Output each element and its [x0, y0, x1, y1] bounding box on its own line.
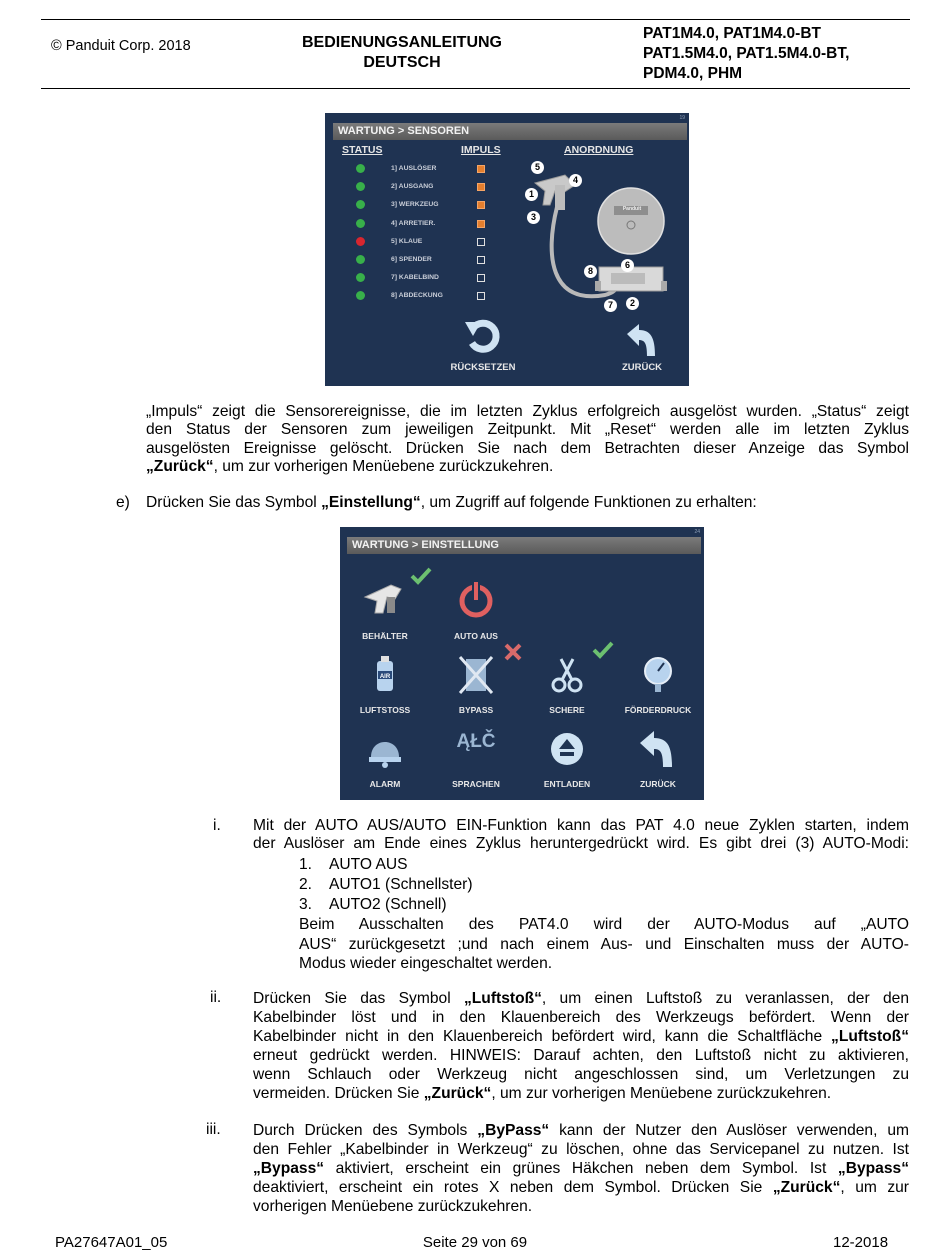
item-iii-line3 [253, 1159, 909, 1178]
tile-label: ENTLADEN [543, 779, 591, 789]
mode-number: 2. [299, 875, 313, 893]
luftstoss-term: „Luftstoß“ [463, 990, 542, 1007]
return-arrow-icon [623, 322, 659, 358]
text-run: Kabelbinder nicht in den Klauenbereich befördert wird, kann die Schaltfläche [253, 1028, 832, 1045]
auto-mode-3 [299, 896, 599, 914]
zurueck-term: „Zurück“ [423, 1085, 492, 1102]
impuls-header: IMPULS [461, 144, 501, 156]
check-mark-icon [592, 641, 614, 659]
sensor-label: 8] ABDECKUNG [391, 292, 443, 300]
sensor-label: 4] ARRETIER. [391, 219, 436, 227]
item-iii-marker: iii. [206, 1121, 221, 1138]
settings-tile-scissors[interactable] [522, 645, 612, 715]
doc-title-line2: DEUTSCH [363, 54, 441, 71]
unload-icon [543, 727, 591, 771]
return-arrow-icon [634, 727, 682, 771]
diagram-logo: Panduit [622, 206, 642, 212]
cross-mark-icon [503, 643, 523, 661]
sensor-label: 3] WERKZEUG [391, 201, 439, 209]
impuls-indicator [477, 256, 485, 264]
impuls-indicator [477, 292, 485, 300]
item-i-line2: der Auslöser am Ende eines Zyklus heruntergedrückt wird. Es gibt drei (3) AUTO-Modi: [253, 835, 909, 853]
note-line2: AUS“ zurückgesetzt ;und nach einem Aus- und Einschalten muss der AUTO- [299, 935, 909, 953]
back-button[interactable] [609, 322, 675, 380]
text-run: vermeiden. Drücken Sie [253, 1085, 424, 1102]
screen-number: 19 [679, 115, 685, 121]
impuls-indicator [477, 165, 485, 173]
text-run: , um einen Luftstoß zu veranlassen, der den [541, 990, 909, 1007]
settings-tile-tool[interactable] [340, 571, 430, 641]
reset-label: RÜCKSETZEN [450, 362, 516, 373]
item-ii-line3 [253, 1027, 909, 1046]
impuls-indicator [477, 220, 485, 228]
sensor-screen [325, 113, 689, 386]
reset-arrow-icon [463, 316, 503, 356]
anordnung-header: ANORDNUNG [564, 144, 634, 156]
item-e-post: , um Zugriff auf folgende Funktionen zu erhalten: [420, 494, 757, 511]
language-icon: ĄŁČ [456, 731, 496, 752]
tile-label: ALARM [369, 779, 401, 789]
bypass-icon [452, 653, 500, 697]
doc-title [270, 33, 534, 73]
zurueck-term: „Zurück“ [146, 457, 214, 475]
auto-mode-list [299, 856, 599, 914]
item-ii-line6 [253, 1084, 909, 1103]
copyright: © Panduit Corp. 2018 [51, 38, 191, 54]
sensor-callout: 1 [525, 188, 538, 201]
settings-tile-language[interactable] [431, 719, 521, 789]
paragraph1-line4 [146, 458, 909, 476]
sensor-callout: 7 [604, 299, 617, 312]
settings-tile-pressure-gauge[interactable] [613, 645, 703, 715]
tile-label: ZURÜCK [640, 779, 676, 789]
impuls-indicator [477, 201, 485, 209]
footer-date: 12-2018 [833, 1234, 889, 1251]
settings-tile-power[interactable] [431, 571, 521, 641]
text-run: aktiviert, erscheint ein grünes Häkchen neben dem Symbol. Ist [324, 1160, 838, 1177]
footer-doc-number: PA27647A01_05 [55, 1234, 168, 1251]
bypass-term: „ByPass“ [477, 1122, 550, 1139]
check-mark-icon [410, 567, 432, 585]
header-bottom-rule [41, 88, 910, 89]
tile-label: AUTO AUS [454, 631, 498, 641]
tile-label: SCHERE [549, 705, 585, 715]
model-line3: PDM4.0, PHM [643, 65, 743, 82]
item-ii-line2: Kabelbinder löst und in den Klauenbereich des Werkzeugs befördert. Wenn der [253, 1009, 909, 1026]
status-indicator [356, 291, 365, 300]
model-line2: PAT1.5M4.0, PAT1.5M4.0-BT, [643, 45, 850, 62]
screen-number: 24 [694, 529, 700, 535]
power-icon [452, 579, 500, 623]
settings-tile-air-can[interactable] [340, 645, 430, 715]
screen-title: WARTUNG > SENSOREN [333, 123, 687, 140]
doc-title-line1: BEDIENUNGSANLEITUNG [301, 34, 502, 51]
mode-number: 3. [299, 895, 313, 913]
mode-text: AUTO1 (Schnellster) [329, 875, 473, 893]
mode-text: AUTO2 (Schnell) [329, 895, 447, 913]
auto-mode-2 [299, 876, 599, 894]
text-run: , um zur vorherigen Menüebene zurückzukehren. [491, 1085, 832, 1102]
pressure-gauge-icon [634, 653, 682, 697]
scissors-icon [543, 653, 591, 697]
text-run: Drücken Sie das Symbol [253, 990, 464, 1007]
text-run: deaktiviert, erscheint ein rotes X neben dem Symbol. Drücken Sie [253, 1179, 773, 1196]
model-list [643, 24, 849, 84]
text-run: Durch Drücken des Symbols [253, 1122, 478, 1139]
sensor-callout: 4 [569, 174, 582, 187]
sensor-callout: 6 [621, 259, 634, 272]
tile-label: BYPASS [458, 705, 494, 715]
screen-title: WARTUNG > EINSTELLUNG [347, 537, 701, 554]
status-indicator [356, 200, 365, 209]
sensor-callout: 3 [527, 211, 540, 224]
paragraph1-line4-rest: , um zur vorherigen Menüebene zurückzukehren. [213, 457, 554, 475]
mode-number: 1. [299, 856, 313, 873]
note-line3: Modus wieder eingeschaltet werden. [299, 955, 553, 972]
status-indicator [356, 237, 365, 246]
paragraph1-line3: ausgelösten Ereignisse gelöscht. Drücken Sie nach dem Betrachten dieser Anzeige das Symbol [146, 439, 909, 457]
item-e-pre: Drücken Sie das Symbol [146, 494, 322, 511]
status-indicator [356, 219, 365, 228]
item-i-line1: Mit der AUTO AUS/AUTO EIN-Funktion kann das PAT 4.0 neue Zyklen starten, indem [253, 817, 909, 834]
settings-tile-return-arrow[interactable] [613, 719, 703, 789]
sensor-label: 2] AUSGANG [391, 183, 434, 191]
sensor-label: 7] KABELBIND [391, 274, 439, 282]
settings-tile-bell[interactable] [340, 719, 430, 789]
settings-tile-bypass[interactable] [431, 645, 521, 715]
status-indicator [356, 164, 365, 173]
impuls-indicator [477, 183, 485, 191]
text-run: , um zur [840, 1179, 909, 1196]
settings-tile-unload[interactable] [522, 719, 612, 789]
item-ii-text [253, 989, 909, 1103]
item-iii-line5: vorherigen Menüebene zurückzukehren. [253, 1198, 533, 1215]
item-i-text [253, 817, 909, 854]
paragraph1-line2: den Status der Sensoren zum jeweiligen Zeitpunkt. Mit „Reset“ werden alle im letzten Zyklus [146, 421, 909, 439]
status-indicator [356, 273, 365, 282]
sensor-label: 1] AUSLÖSER [391, 165, 437, 172]
item-ii-marker: ii. [210, 989, 222, 1006]
back-label: ZURÜCK [621, 362, 663, 373]
luftstoss-term: „Luftstoß“ [831, 1028, 909, 1045]
auto-mode-1 [299, 856, 599, 874]
item-ii-line5: wenn Schlauch oder Werkzeug nicht angeschlossen sind, um Verletzungen zu [253, 1066, 909, 1083]
zurueck-term: „Zurück“ [772, 1179, 841, 1196]
sensor-callout: 5 [531, 161, 544, 174]
mode-text: AUTO AUS [329, 856, 408, 873]
reset-button[interactable] [445, 316, 521, 378]
sensor-callout: 2 [626, 297, 639, 310]
tool-icon [361, 579, 409, 623]
sensor-label: 6] SPENDER [391, 256, 432, 263]
item-iii-line4 [253, 1178, 909, 1197]
settings-screen [340, 527, 704, 800]
item-iii-text [253, 1121, 909, 1216]
header-top-rule [41, 19, 910, 20]
item-e-marker: e) [116, 494, 130, 511]
status-indicator [356, 182, 365, 191]
auto-mode-note [299, 915, 909, 974]
sensor-description [146, 403, 909, 476]
sensor-label: 5] KLAUE [391, 237, 423, 245]
status-indicator [356, 255, 365, 264]
bypass-term: „Bypass“ [837, 1160, 909, 1177]
status-header: STATUS [342, 144, 383, 156]
impuls-indicator [477, 238, 485, 246]
sensor-layout-diagram [515, 155, 685, 325]
paragraph1-line1: „Impuls“ zeigt die Sensorereignisse, die im letzten Zyklus erfolgreich ausgelöst wurden. „Status“ zeigt [146, 403, 909, 420]
item-iii-line2: den Fehler „Kabelbinder in Werkzeug“ zu löschen, ohne das Servicepanel zu nutzen. Ist [253, 1141, 909, 1158]
tile-label: BEHÄLTER [362, 631, 408, 641]
item-ii-line1 [253, 989, 909, 1008]
impuls-indicator [477, 274, 485, 282]
svg-text:AIR: AIR [379, 674, 391, 680]
footer-page: Seite 29 von 69 [422, 1234, 528, 1251]
einstellung-term: „Einstellung“ [321, 494, 421, 511]
item-iii-line1 [253, 1121, 909, 1140]
bypass-term: „Bypass“ [253, 1160, 325, 1177]
text-run: kann der Nutzer den Auslöser verwenden, um [549, 1122, 910, 1139]
item-e-text [146, 494, 757, 512]
sensor-callout: 8 [584, 265, 597, 278]
tile-label: LUFTSTOSS [359, 705, 411, 715]
item-ii-line4: erneut gedrückt werden. HINWEIS: Darauf achten, den Luftstoß nicht zu aktivieren, [253, 1047, 909, 1064]
bell-icon [361, 727, 409, 771]
note-line1: Beim Ausschalten des PAT4.0 wird der AUTO-Modus auf „AUTO [299, 916, 909, 933]
item-i-marker: i. [213, 817, 221, 834]
tile-label: FÖRDERDRUCK [624, 705, 692, 715]
tile-label: SPRACHEN [452, 779, 500, 789]
model-line1: PAT1M4.0, PAT1M4.0-BT [643, 25, 821, 42]
air-can-icon [361, 653, 409, 697]
